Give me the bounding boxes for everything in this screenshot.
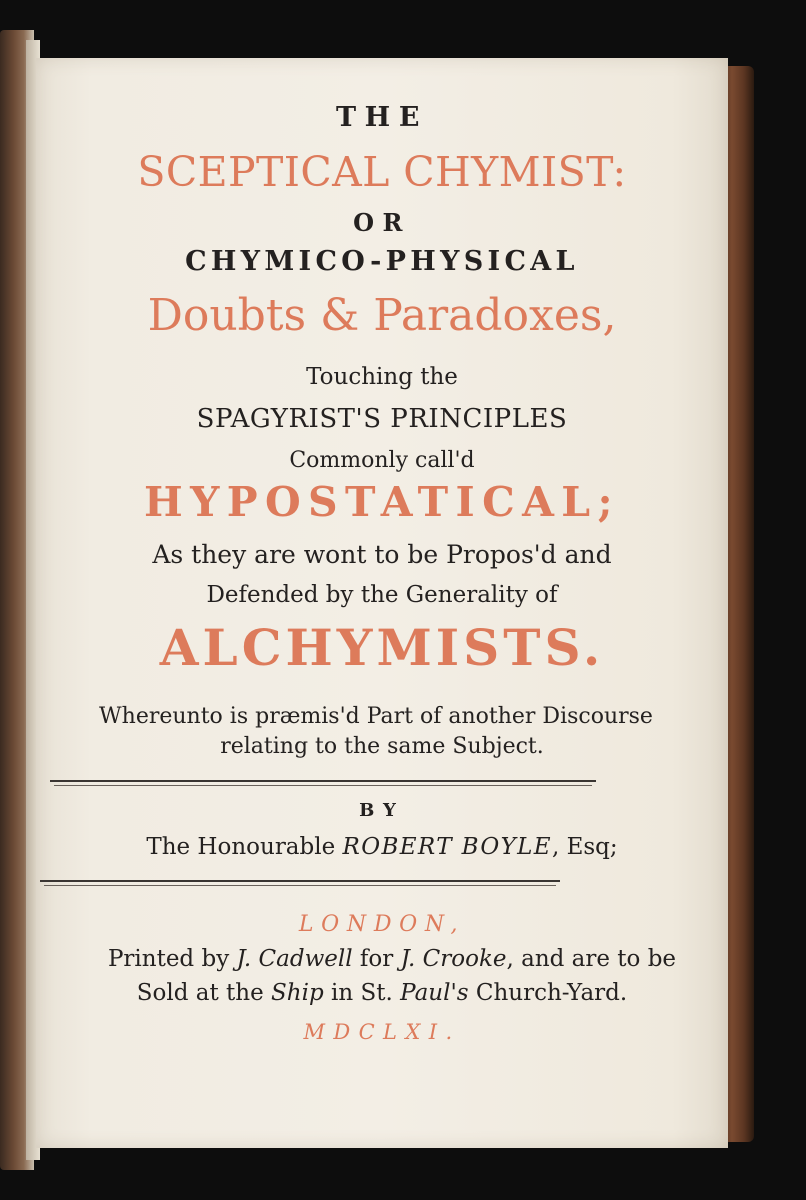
line-relating: relating to the same Subject.: [220, 734, 544, 759]
pauls-name: Paul's: [400, 980, 469, 1006]
line-author: [36, 834, 728, 860]
line-hypostatical: HYPOSTATICAL;: [143, 478, 621, 526]
divider-rule-upper: [50, 780, 596, 782]
sold-in: in St.: [331, 980, 393, 1006]
ship-sign: Ship: [271, 980, 324, 1006]
line-chymico-physical: CHYMICO-PHYSICAL: [185, 246, 579, 277]
printer-name: J. Cadwell: [236, 946, 353, 972]
line-by: BY: [359, 800, 405, 821]
sold-suffix: Church-Yard.: [475, 980, 628, 1006]
line-or: OR: [353, 208, 411, 237]
sold-prefix: Sold at the: [136, 980, 264, 1006]
line-commonly-calld: Commonly call'd: [289, 448, 475, 473]
line-the: THE: [335, 102, 429, 133]
line-defended-by: Defended by the Generality of: [206, 582, 558, 608]
line-alchymists: ALCHYMISTS.: [159, 618, 605, 677]
line-sold-at: [36, 980, 728, 1006]
line-london: LONDON,: [298, 912, 466, 937]
printed-for: for: [359, 946, 394, 972]
author-prefix: The Honourable: [146, 834, 336, 860]
line-doubts-paradoxes: Doubts & Paradoxes,: [147, 290, 617, 341]
line-touching-the: Touching the: [306, 364, 458, 390]
bookseller-name: J. Crooke: [400, 946, 507, 972]
author-suffix: , Esq;: [551, 834, 618, 860]
line-spagyrists-principles: SPAGYRIST'S PRINCIPLES: [196, 404, 568, 434]
line-as-they-are: As they are wont to be Propos'd and: [152, 540, 612, 569]
printed-prefix: Printed by: [107, 946, 230, 972]
line-year: MDCLXI.: [303, 1020, 461, 1044]
title-page: [36, 58, 728, 1148]
line-whereunto: Whereunto is præmis'd Part of another Discourse: [99, 704, 653, 729]
line-sceptical-chymist: SCEPTICAL CHYMIST:: [137, 148, 627, 196]
divider-rule-lower: [40, 880, 560, 882]
author-name: ROBERT BOYLE: [342, 834, 552, 860]
line-printed-by: [46, 946, 738, 972]
printed-suffix: , and are to be: [506, 946, 677, 972]
